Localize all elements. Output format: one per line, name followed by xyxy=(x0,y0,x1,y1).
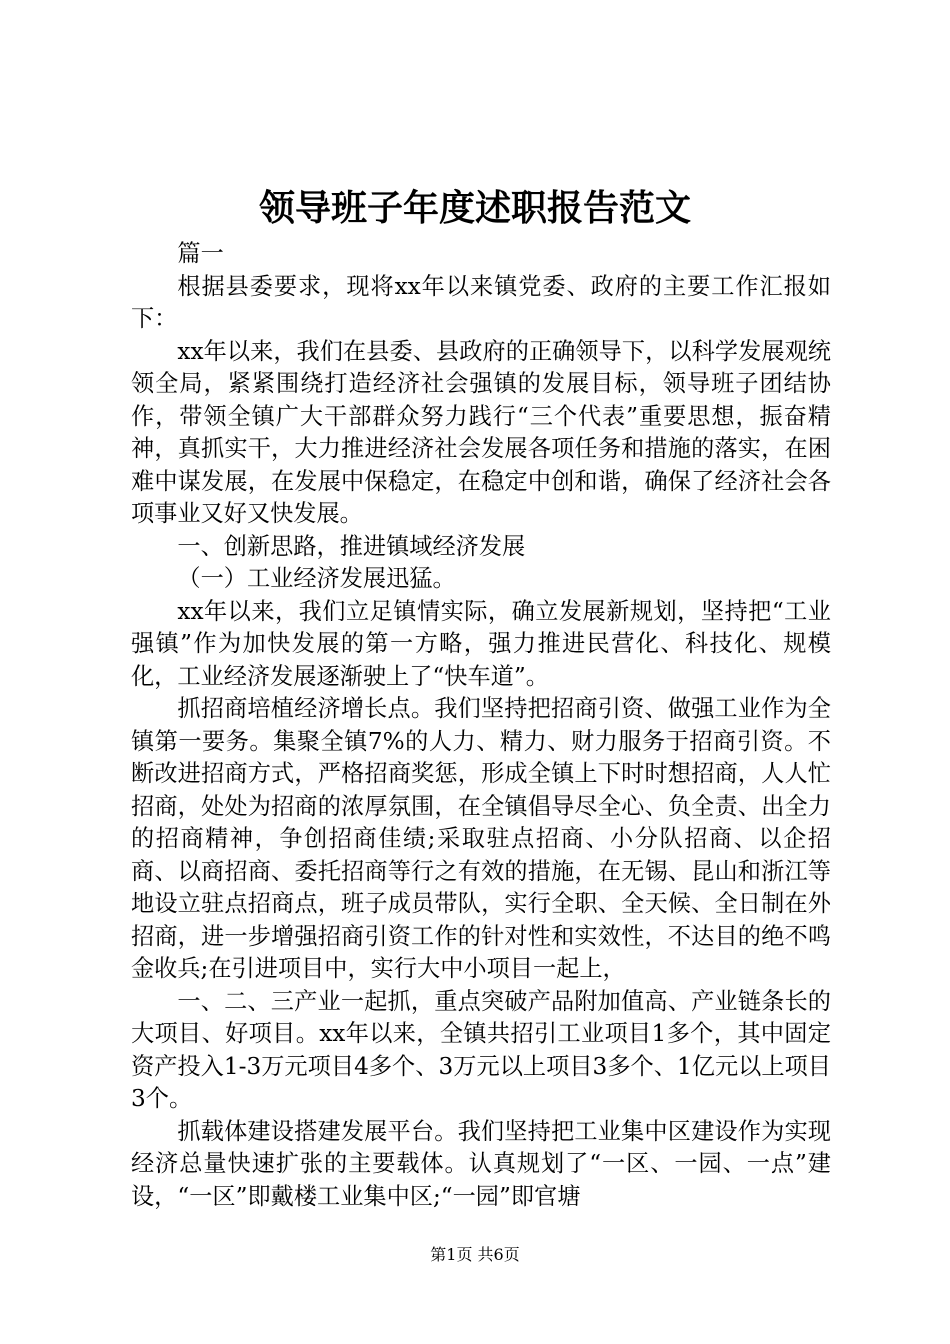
paragraph-intro: 根据县委要求，现将xx年以来镇党委、政府的主要工作汇报如下： xyxy=(131,272,831,332)
paragraph-investment: 抓招商培植经济增长点。我们坚持把招商引资、做强工业作为全镇第一要务。集聚全镇7%的人力、精力、财力服务于招商引资。不断改进招商方式，严格招商奖惩，形成全镇上下时时想招商，人人忙招商，处处为招商的浓厚氛围，在全镇倡导尽全心、负全责、出全力的招商精神，争创招商佳绩;采取驻点招商、小分队招商、以企招商、以商招商、委托招商等行之有效的措施，在无锡、昆山和浙江等地设立驻点招商点，班子成员带队，实行全职、全天候、全日制在外招商，进一步增强招商引资工作的针对性和实效性，不达目的绝不鸣金收兵;在引进项目中，实行大中小项目一起上， xyxy=(131,695,831,982)
paragraph-summary: xx年以来，我们在县委、县政府的正确领导下，以科学发展观统领全局，紧紧围绕打造经济社会强镇的发展目标，领导班子团结协作，带领全镇广大干部群众努力践行“三个代表”重要思想，振奋精神，真抓实干，大力推进经济社会发展各项任务和措施的落实，在困难中谋发展，在发展中保稳定，在稳定中创和谐，确保了经济社会各项事业又好又快发展。 xyxy=(131,337,831,527)
document-body xyxy=(131,238,831,1213)
heading-subsection-one: （一）工业经济发展迅猛。 xyxy=(177,565,456,592)
paragraph-platform: 抓载体建设搭建发展平台。我们坚持把工业集中区建设作为实现经济总量快速扩张的主要载体。认真规划了“一区、一园、一点”建设，“一区”即戴楼工业集中区;“一园”即官塘 xyxy=(131,1117,831,1210)
page-title: 领导班子年度述职报告范文 xyxy=(258,187,691,229)
heading-section-one: 一、创新思路，推进镇域经济发展 xyxy=(177,532,526,560)
paragraph-industry: xx年以来，我们立足镇情实际，确立发展新规划，坚持把“工业强镇”作为加快发展的第一方略，强力推进民营化、科技化、规模化，工业经济发展逐渐驶上了“快车道”。 xyxy=(131,597,831,690)
paragraph-projects: 一、二、三产业一起抓，重点突破产品附加值高、产业链条长的大项目、好项目。xx年以来，全镇共招引工业项目1多个，其中固定资产投入1-3万元项目4多个、3万元以上项目3多个、1亿元以上项目3个。 xyxy=(131,987,831,1112)
page-footer: 第1页 共6页 xyxy=(430,1245,520,1264)
paragraph-section-label: 篇一 xyxy=(177,240,224,267)
